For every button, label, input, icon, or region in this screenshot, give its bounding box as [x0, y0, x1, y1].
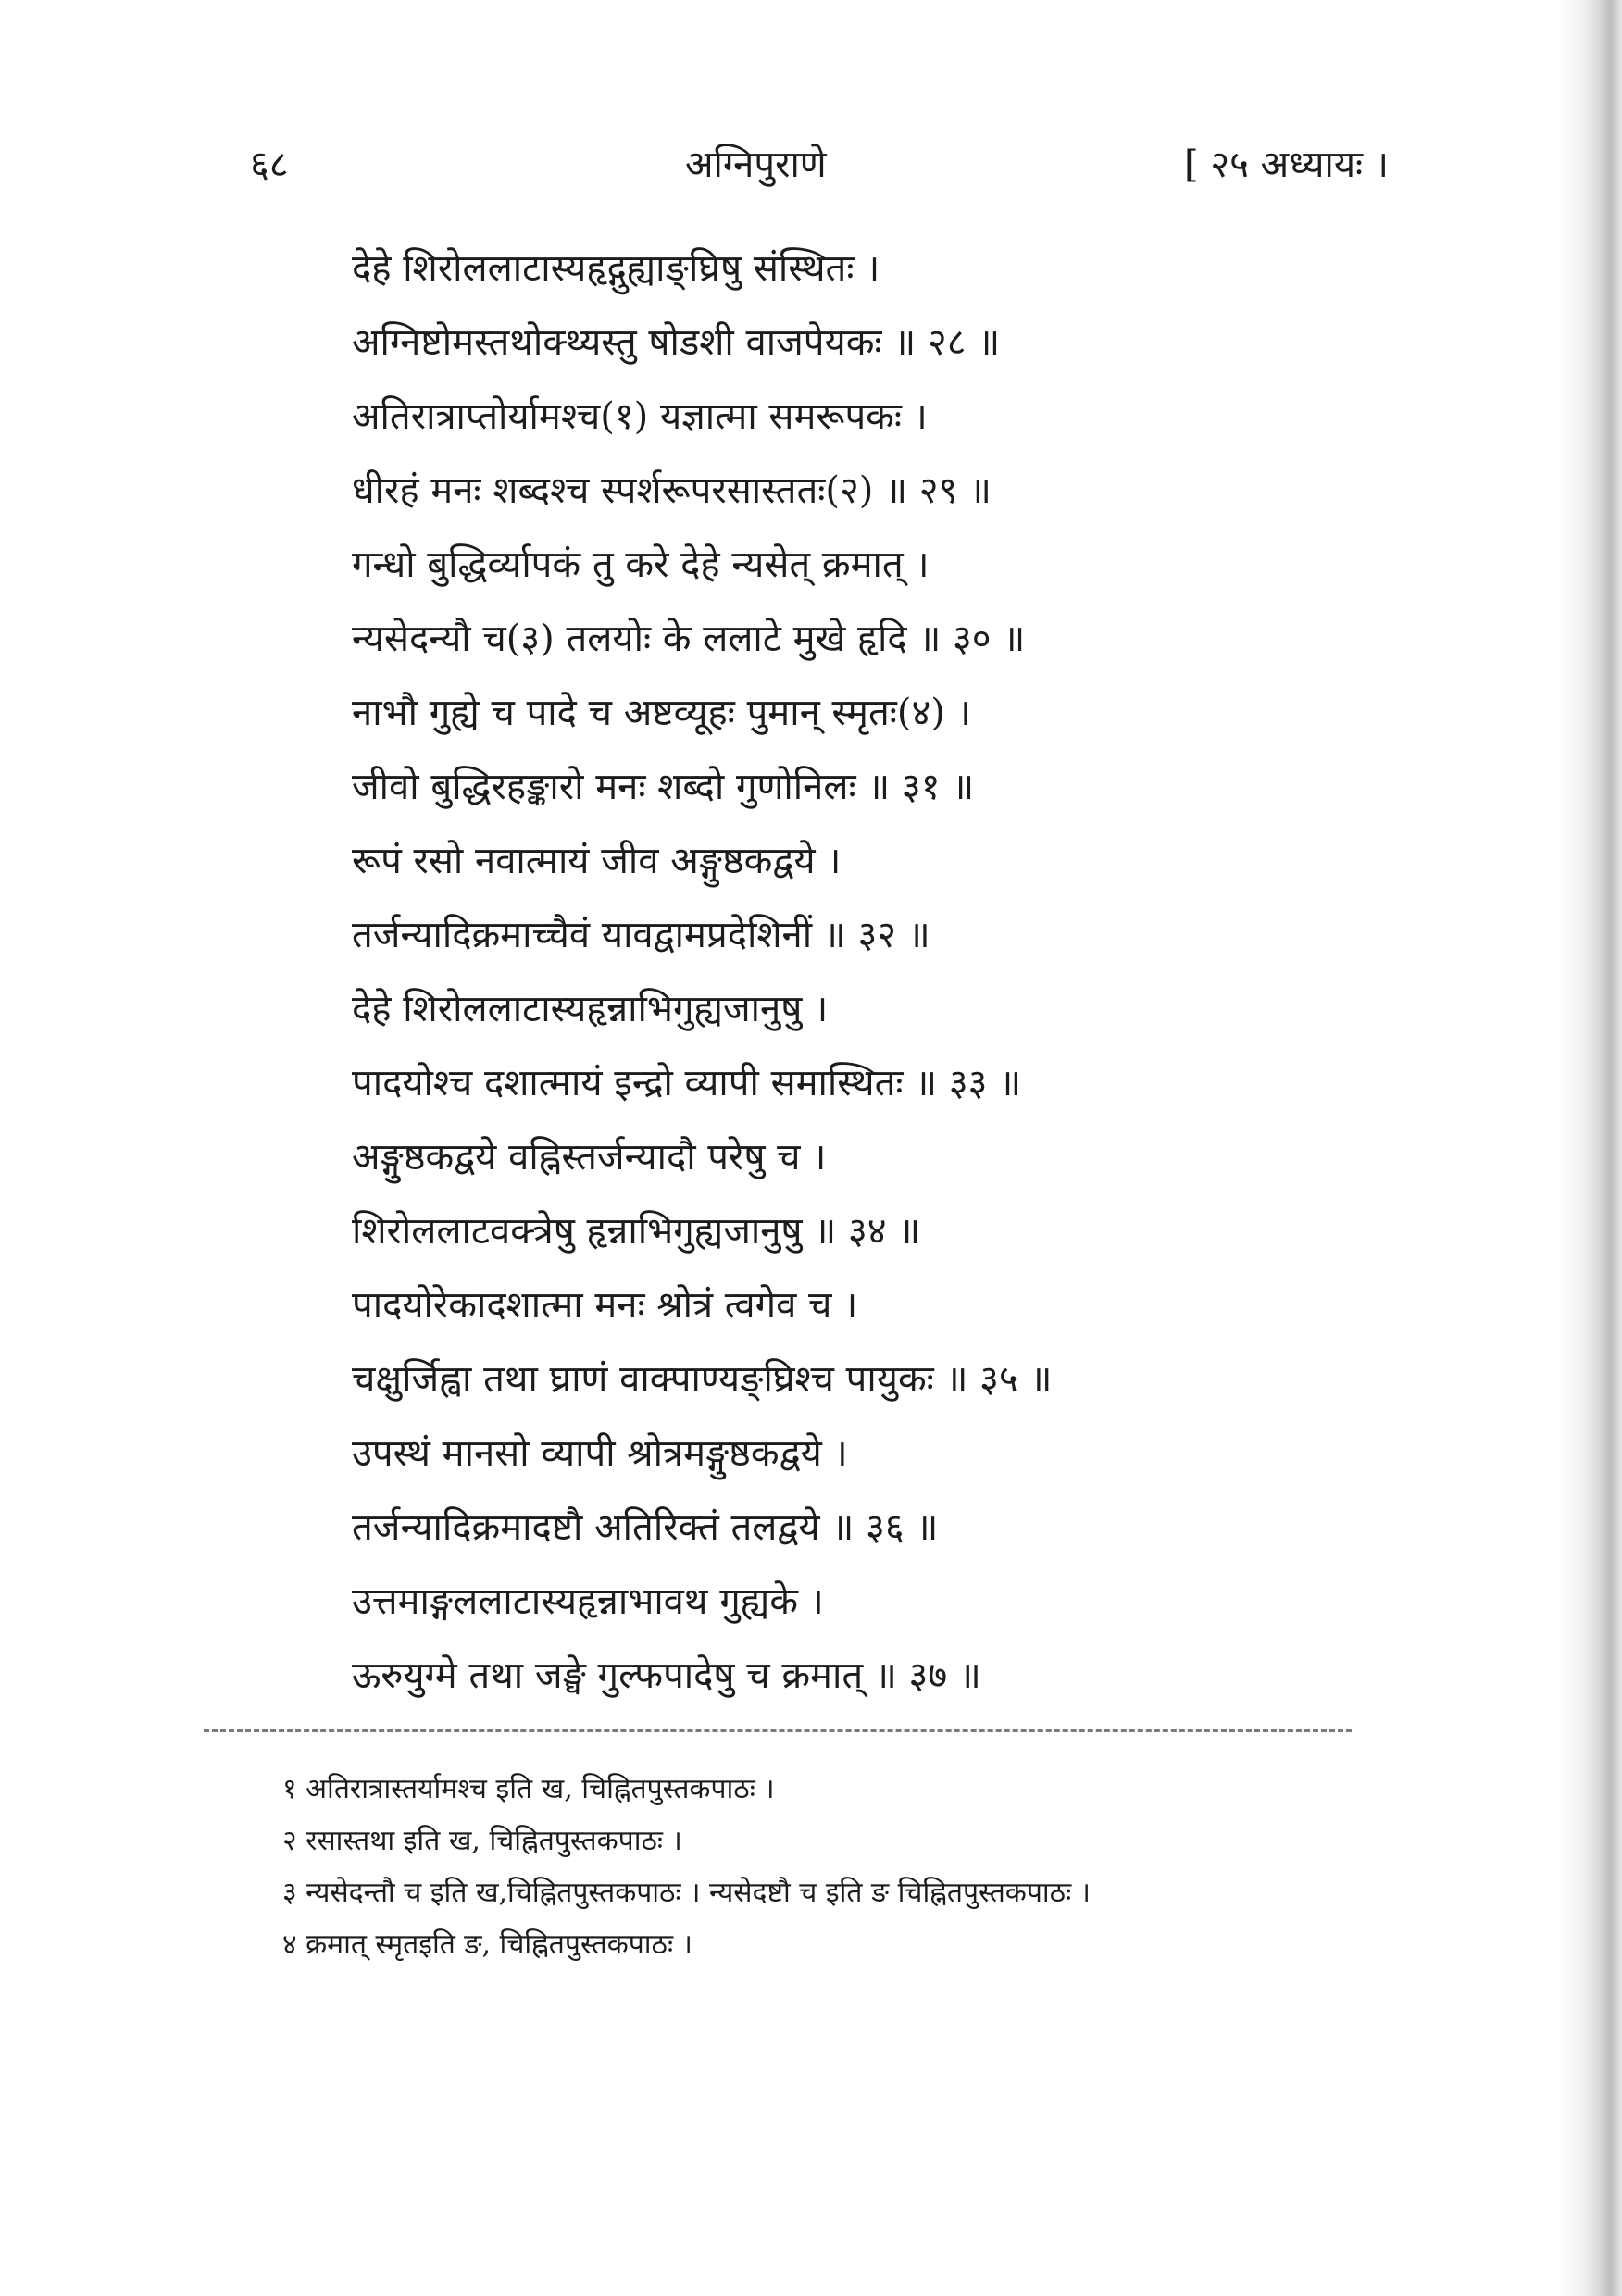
footnote-item: ३ न्यसेदन्तौ च इति ख,चिह्नितपुस्तकपाठः । न्यसेदष्टौ च इति ङ चिह्नितपुस्तकपाठः ।: [282, 1877, 1092, 1909]
verse-line: तर्जन्यादिक्रमादष्टौ अतिरिक्तं तलद्वये ॥ ३६ ॥: [352, 1506, 939, 1549]
footnote-divider: [204, 1729, 1352, 1732]
verse-line: चक्षुर्जिह्वा तथा घ्राणं वाक्पाण्यङ्घ्रिश्च पायुकः ॥ ३५ ॥: [352, 1358, 1053, 1401]
page-number: ६८: [250, 144, 289, 186]
verse-line: देहे शिरोललाटास्यहृन्नाभिगुह्यजानुषु ।: [352, 988, 829, 1030]
verse-line: ऊरुयुग्मे तथा जङ्घे गुल्फपादेषु च क्रमात् ॥ ३७ ॥: [352, 1654, 981, 1697]
verse-line: अग्निष्टोमस्तथोक्थ्यस्तु षोडशी वाजपेयकः ॥ २८ ॥: [352, 321, 1001, 364]
verse-line: उपस्थं मानसो व्यापी श्रोत्रमङ्गुष्ठकद्वये ।: [352, 1432, 848, 1475]
page-edge-shadow: [1557, 0, 1622, 2296]
verse-line: तर्जन्यादिक्रमाच्चैवं यावद्वामप्रदेशिनीं ॥ ३२ ॥: [352, 914, 930, 956]
verse-line: अतिरात्राप्तोर्यामश्च(१) यज्ञात्मा समरूपकः ।: [352, 395, 928, 438]
footnotes: [282, 1764, 1393, 1971]
verse-line: धीरहं मनः शब्दश्च स्पर्शरूपरसास्ततः(२) ॥ २९ ॥: [352, 469, 992, 512]
verse-line: न्यसेदन्यौ च(३) तलयोः के ललाटे मुखे हृदि ॥ ३० ॥: [352, 618, 1026, 660]
verse-line: रूपं रसो नवात्मायं जीव अङ्गुष्ठकद्वये ।: [352, 840, 842, 882]
verse-line: पादयोश्च दशात्मायं इन्द्रो व्यापी समास्थितः ॥ ३३ ॥: [352, 1062, 1022, 1104]
verse-line: पादयोरेकादशात्मा मनः श्रोत्रं त्वगेव च ।: [352, 1284, 858, 1327]
verse-line: उत्तमाङ्गललाटास्यहृन्नाभावथ गुह्यके ।: [352, 1580, 824, 1623]
verse-line: नाभौ गुह्ये च पादे च अष्टव्यूहः पुमान् स्मृतः(४) ।: [352, 692, 971, 734]
footnote-item: ४ क्रमात् स्मृतइति ङ, चिह्नितपुस्तकपाठः ।: [282, 1928, 692, 1961]
verse-line: जीवो बुद्धिरहङ्कारो मनः शब्दो गुणोनिलः ॥ ३१ ॥: [352, 766, 975, 808]
verse-block: [352, 231, 1278, 1713]
chapter-label: [ २५ अध्यायः ।: [1184, 144, 1389, 186]
footnote-item: २ रसास्तथा इति ख, चिह्नितपुस्तकपाठः ।: [282, 1825, 682, 1857]
page-header: [250, 137, 1389, 193]
footnote-item: १ अतिरात्रास्तर्यामश्च इति ख, चिह्नितपुस्तकपाठः ।: [282, 1773, 775, 1805]
verse-line: अङ्गुष्ठकद्वये वह्निस्तर्जन्यादौ परेषु च ।: [352, 1136, 827, 1179]
running-title: अग्निपुराणे: [685, 144, 827, 186]
verse-line: शिरोललाटवक्त्रेषु हृन्नाभिगुह्यजानुषु ॥ ३४ ॥: [352, 1210, 921, 1253]
verse-line: देहे शिरोललाटास्यहृद्गुह्याङ्घ्रिषु संस्थितः ।: [352, 247, 880, 290]
verse-line: गन्धो बुद्धिर्व्यापकं तु करे देहे न्यसेत् क्रमात् ।: [352, 543, 930, 586]
